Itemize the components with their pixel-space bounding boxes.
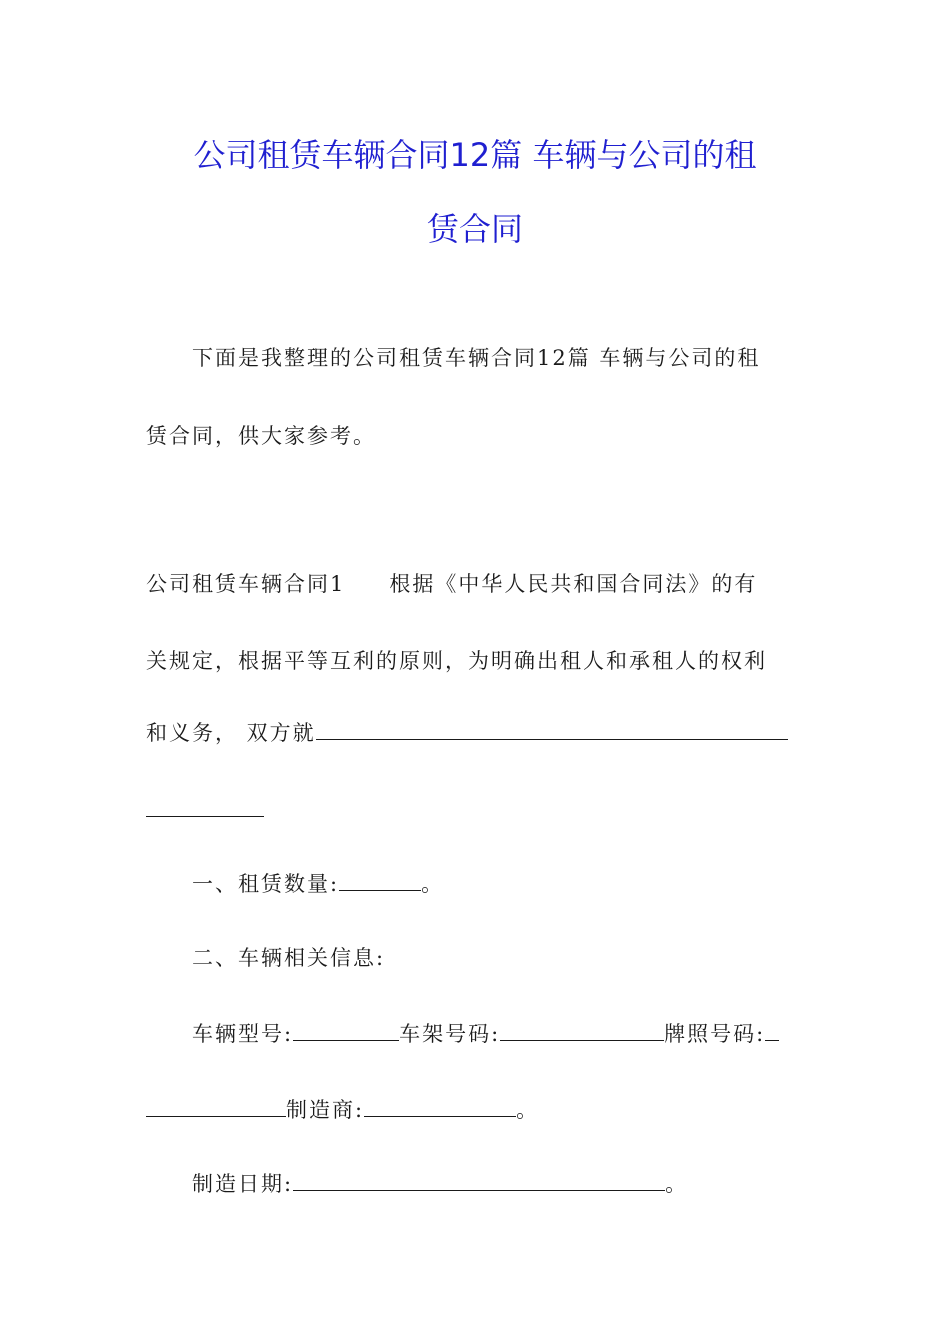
document-title-line-2: 赁合同 bbox=[426, 210, 523, 248]
item-1 bbox=[192, 870, 444, 898]
item-1-end: 。 bbox=[421, 872, 445, 896]
subject-blank bbox=[316, 721, 788, 740]
para1-line-1-text: 根据《中华人民共和国合同法》的有 bbox=[389, 572, 758, 596]
lease-quantity-blank bbox=[339, 872, 421, 891]
manufacturer-label: 制造商: bbox=[286, 1098, 365, 1122]
vehicle-model-label: 车辆型号: bbox=[192, 1022, 294, 1046]
plate-number-blank bbox=[765, 1022, 779, 1041]
vehicle-info-line-2 bbox=[146, 1096, 539, 1124]
contract-heading: 公司租赁车辆合同1 bbox=[146, 572, 346, 596]
subject-blank-continued bbox=[146, 816, 264, 817]
vehicle-model-blank bbox=[293, 1022, 399, 1041]
manufacture-date-end: 。 bbox=[665, 1172, 689, 1196]
item-2: 二、车辆相关信息: bbox=[192, 946, 386, 970]
manufacturer-end: 。 bbox=[516, 1098, 540, 1122]
frame-number-blank bbox=[500, 1022, 664, 1041]
intro-line-2: 赁合同，供大家参考。 bbox=[146, 424, 376, 448]
lease-quantity-label: 一、租赁数量: bbox=[192, 872, 340, 896]
vehicle-info-line-1 bbox=[192, 1020, 779, 1048]
para1-line-3 bbox=[146, 719, 788, 747]
manufacture-date-blank bbox=[293, 1172, 665, 1191]
manufacturer-blank bbox=[364, 1098, 516, 1117]
frame-number-label: 车架号码: bbox=[399, 1022, 501, 1046]
plate-number-blank-continued bbox=[146, 1098, 286, 1117]
para1-line-1 bbox=[146, 570, 757, 598]
manufacture-date-label: 制造日期: bbox=[192, 1172, 294, 1196]
vehicle-info-line-3 bbox=[192, 1170, 688, 1198]
document-title-line-1: 公司租赁车辆合同12篇 车辆与公司的租 bbox=[193, 136, 757, 174]
para1-line-2: 关规定，根据平等互利的原则，为明确出租人和承租人的权利 bbox=[146, 649, 767, 673]
para1-line-3-text: 和义务， 双方就 bbox=[146, 721, 316, 745]
plate-number-label: 牌照号码: bbox=[664, 1022, 766, 1046]
intro-line-1: 下面是我整理的公司租赁车辆合同12篇 车辆与公司的租 bbox=[192, 346, 761, 370]
